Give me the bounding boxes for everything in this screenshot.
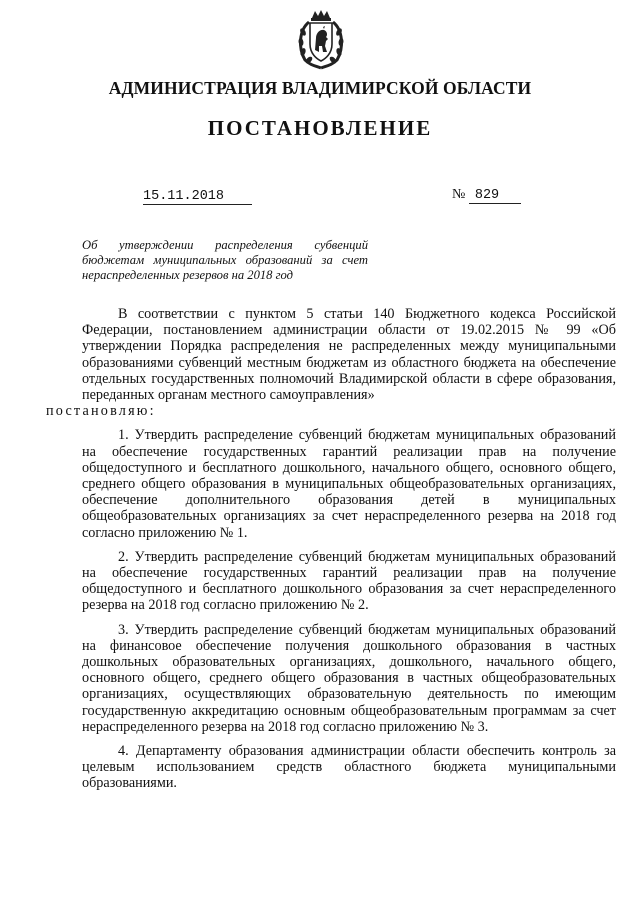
preamble-text: В соответствии с пунктом 5 статьи 140 Бюджетного кодекса Российской Федерации, постановлением администрации области от 19.02.2015 № 99 «Об утверждении Порядка распределения не распределенных между муниципальными образованиями субвенций местным бюджетам из областного бюджета на обеспечение отдельных государственных полномочий Владимирской области в сфере образования, переданных органам местного самоуправления» xyxy=(82,306,616,404)
document-type-title: ПОСТАНОВЛЕНИЕ xyxy=(207,116,433,140)
list-item: 3. Утвердить распределение субвенций бюджетам муниципальных образований на финансовое обеспечение получения дошкольного образования в частных дошкольных образовательных организациях, дошкольного, начального общего, основного общего, среднего общего образования в частных общеобразовательных организациях, осуществляющих образовательную деятельность по имеющим государственную аккредитацию основным общеобразовательным программам за счет нераспределенного резерва на 2018 год согласно приложению № 3. xyxy=(82,621,616,735)
number-value: 829 xyxy=(469,188,521,204)
number-sign: № xyxy=(452,187,466,202)
organization-title: АДМИНИСТРАЦИЯ ВЛАДИМИРСКОЙ ОБЛАСТИ xyxy=(108,78,532,98)
document-date: 15.11.2018 xyxy=(143,189,252,205)
document-body xyxy=(46,306,616,800)
preamble-paragraph xyxy=(46,306,616,420)
decree-word: постановляю: xyxy=(46,403,156,420)
list-item: 1. Утвердить распределение субвенций бюджетам муниципальных образований на обеспечение государственных гарантий реализации прав на получение общедоступного и бесплатного дошкольного, начального общего, основного общего, среднего общего образования в муниципальных общеобразовательных организациях, обеспечение дополнительного образования детей в муниципальных общеобразовательных организациях за счет нераспределенного резерва на 2018 год согласно приложению № 1. xyxy=(82,427,616,541)
document-subject: Об утверждении распределения субвенций бюджетам муниципальных образований за счет нераспределенных резервов на 2018 год xyxy=(82,238,368,282)
list-item: 4. Департаменту образования администрации области обеспечить контроль за целевым использованием средств областного бюджета муниципальными образованиями. xyxy=(82,743,616,792)
document-number xyxy=(452,187,521,203)
coat-of-arms-icon xyxy=(295,8,347,70)
list-item: 2. Утвердить распределение субвенций бюджетам муниципальных образований на обеспечение государственных гарантий реализации прав на получение общедоступного и бесплатного дошкольного образования за счет нераспределенного резерва на 2018 год согласно приложению № 2. xyxy=(82,548,616,614)
